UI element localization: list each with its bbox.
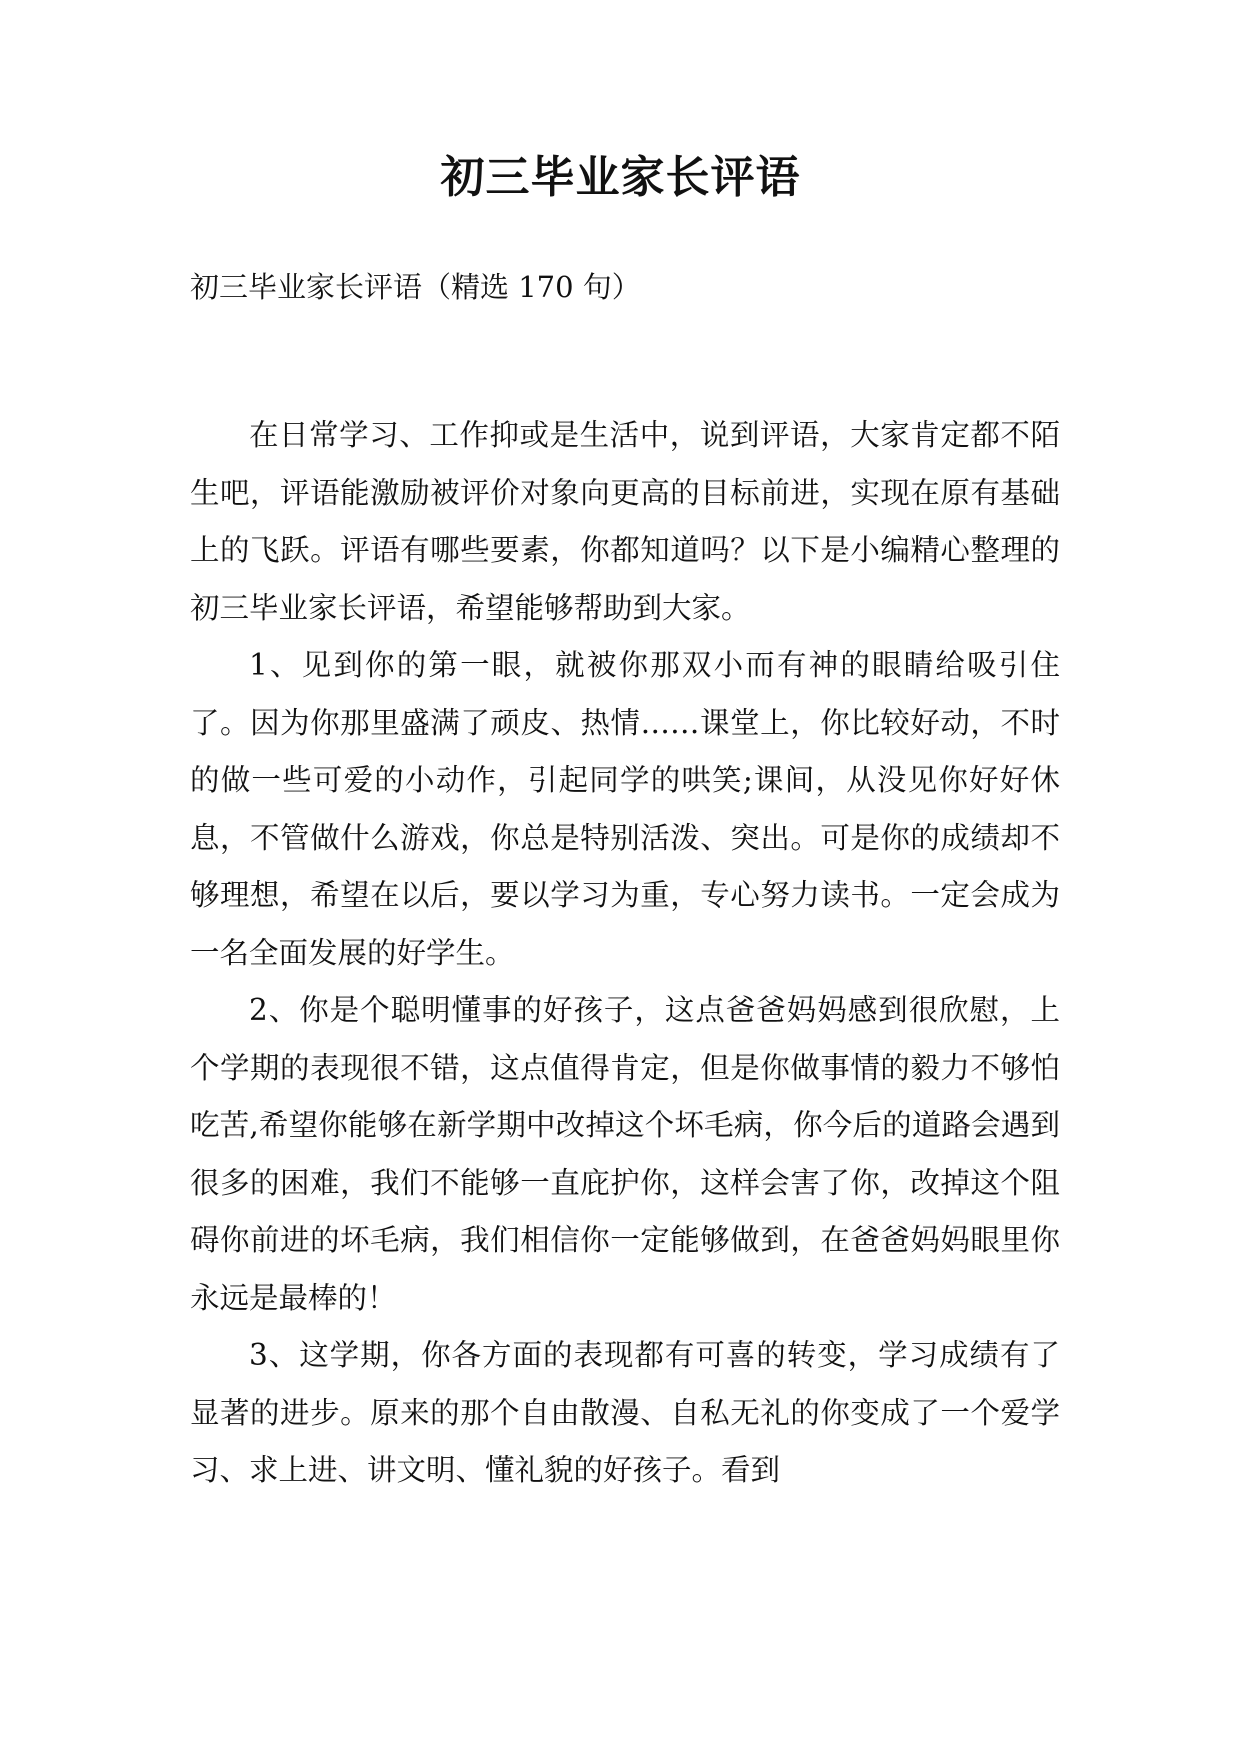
document-title: 初三毕业家长评语 — [440, 152, 801, 203]
comment-paragraph-1: 1、见到你的第一眼，就被你那双小而有神的眼睛给吸引住了。因为你那里盛满了顽皮、热情……课堂上，你比较好动，不时的做一些可爱的小动作，引起同学的哄笑;课间，从没见你好好休息，不管做什么游戏，你总是特别活泼、突出。可是你的成绩却不够理想，希望在以后，要以学习为重，专心努力读书。一定会成为一名全面发展的好学生。 — [190, 648, 1060, 970]
intro-paragraph: 在日常学习、工作抑或是生活中，说到评语，大家肯定都不陌生吧，评语能激励被评价对象向更高的目标前进，实现在原有基础上的飞跃。评语有哪些要素，你都知道吗？以下是小编精心整理的初三毕业家长评语，希望能够帮助到大家。 — [190, 418, 1060, 625]
comment-paragraph-3: 3、这学期，你各方面的表现都有可喜的转变，学习成绩有了显著的进步。原来的那个自由散漫、自私无礼的你变成了一个爱学习、求上进、讲文明、懂礼貌的好孩子。看到 — [190, 1338, 1060, 1487]
comment-paragraph-2: 2、你是个聪明懂事的好孩子，这点爸爸妈妈感到很欣慰，上个学期的表现很不错，这点值得肯定，但是你做事情的毅力不够怕吃苦,希望你能够在新学期中改掉这个坏毛病，你今后的道路会遇到很多的困难，我们不能够一直庇护你，这样会害了你，改掉这个阻碍你前进的坏毛病，我们相信你一定能够做到，在爸爸妈妈眼里你永远是最棒的！ — [190, 993, 1060, 1315]
document-subtitle: 初三毕业家长评语（精选 170 句） — [190, 270, 641, 304]
document-body — [190, 407, 1060, 1500]
